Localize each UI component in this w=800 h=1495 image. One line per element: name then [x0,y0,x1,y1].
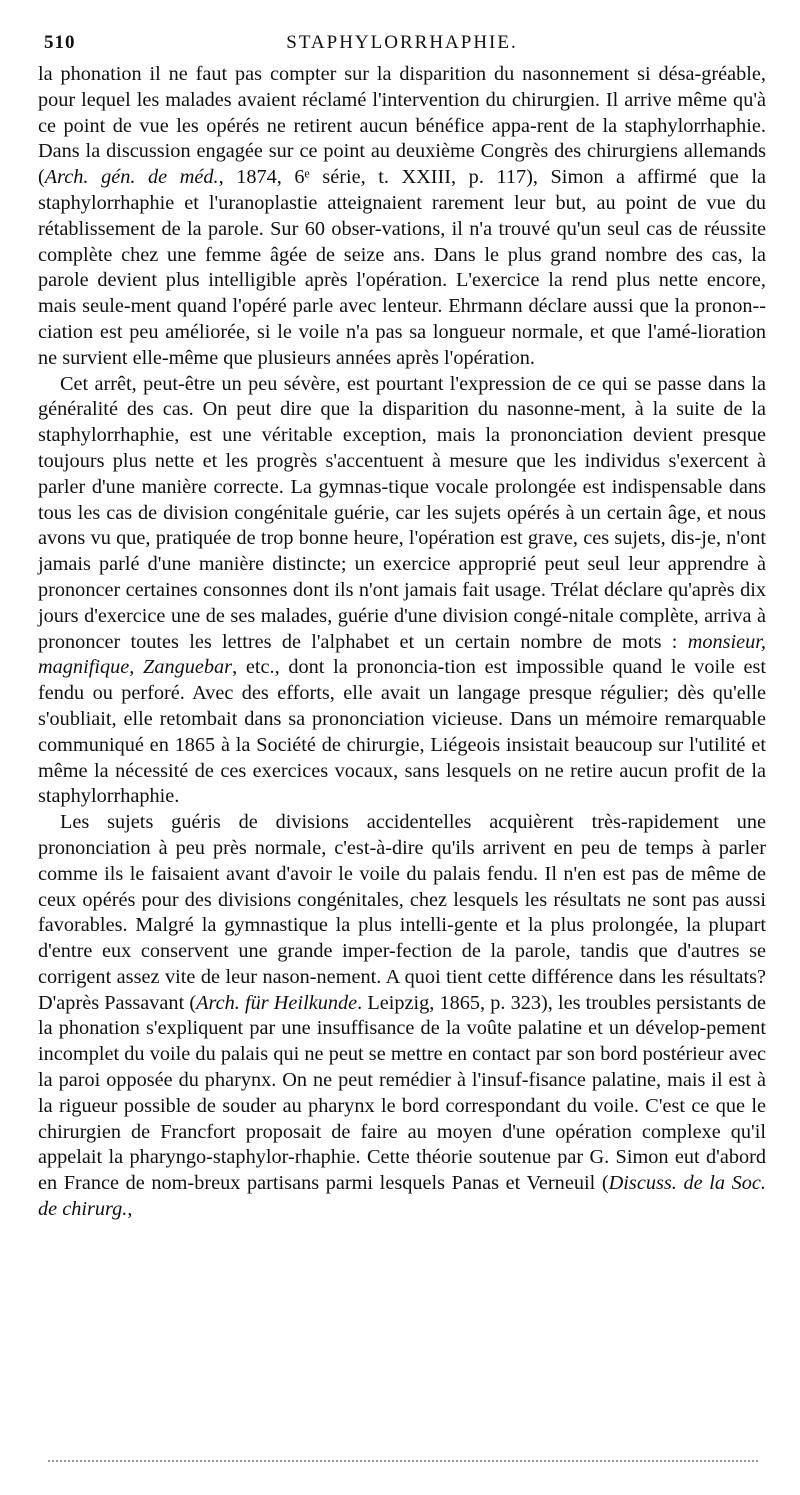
page-header [38,28,766,62]
paragraph [38,372,766,811]
text-run: , etc., dont la prononcia-tion est impossible quand le voile est fendu ou perforé. Avec des efforts, elle avait un langage presque régulier; dès qu'elle s'oubliait, elle retombait dans sa prononciation vicieuse. Dans un mémoire remarquable communiqué en 1865 à la Société de chirurgie, Liégeois insistait beaucoup sur l'utilité et même la nécessité de ces exercices vocaux, sans lesquels on ne retire aucun profit de la staphylorrhaphie. [38,656,766,808]
footer-rule [48,1460,758,1462]
text-run: la phonation il ne faut pas compter sur la disparition du nasonnement si désa-gréable, pour lequel les malades avaient réclamé l'intervention du chirurgien. Il arrive même qu'à ce point de vue les opérés ne retirent aucun bénéfice appa-rent de la staphylorrhaphie. Dans la discussion engagée sur ce point au deuxième Congrès des chirurgiens allemands ( [38,63,766,189]
page-number: 510 [44,32,76,53]
text-run: , 1874, 6ᵉ série, t. XXIII, p. 117), Simon a affirmé que la staphylorrhaphie et l'uranoplastie atteignaient rarement leur but, au point de vue du rétablissement de la parole. Sur 60 obser-vations, il n'a trouvé qu'un seul cas de réussite complète chez une femme âgée de seize ans. Dans le plus grand nombre des cas, la parole devient plus intelligible après l'opération. L'exercice la rend plus nette encore, mais seule-ment quand l'opéré parle avec lenteur. Ehrmann déclare aussi que la pronon-ciation est peu améliorée, si le voile n'a pas sa longueur normale, et que l'amé-lioration ne survient elle-même que plusieurs années après l'opération. [38,166,766,369]
page [38,28,766,1223]
text-run: Les sujets guéris de divisions accidentelles acquièrent très-rapidement une prononciation à peu près normale, c'est-à-dire qu'ils arrivent en peu de temps à parler comme ils le faisaient avant d'avoir le voile du palais fendu. Il n'en est pas de même de ceux opérés pour des divisions congénitales, chez lesquels les résultats ne sont pas aussi favorables. Malgré la gymnastique la plus intelli-gente et la plus prolongée, la plupart d'entre eux conservent une grande imper-fection de la parole, tandis que d'autres se corrigent assez vite de leur nason-nement. A quoi tient cette différence dans les résultats? D'après Passavant ( [38,811,766,1014]
paragraph [38,810,766,1223]
text-run: . Leipzig, 1865, p. 323), les troubles persistants de la phonation s'expliquent par une insuffisance de la voûte palatine et un dévelop-pement incomplet du voile du palais qui ne peut se mettre en contact par son bord postérieur avec la paroi opposée du pharynx. On ne peut remédier à l'insuf-fisance palatine, mais il est à la rigueur possible de souder au pharynx le bord correspondant du voile. C'est ce que le chirurgien de Francfort proposait de faire au moyen d'une opération complexe qu'il appelait la pharyngo-staphylor-rhaphie. Cette théorie soutenue par G. Simon eut d'abord en France de nom-breux partisans parmi lesquels Panas et Verneuil ( [38,991,766,1195]
paragraph [38,62,766,372]
italic-citation: Discuss. de la Soc. de chirurg. [38,1172,767,1221]
italic-citation: monsieur, magnifique, Zanguebar [38,630,766,679]
italic-citation: Arch. gén. de méd. [44,166,219,189]
italic-citation: Arch. für Heilkunde [196,991,358,1014]
body-text [38,62,766,1223]
text-run: Cet arrêt, peut-être un peu sévère, est pourtant l'expression de ce qui se passe dans la généralité des cas. On peut dire que la disparition du nasonne-ment, à la suite de la staphylorrhaphie, est une véritable exception, mais la prononciation devient presque toujours plus nette et les progrès s'accentuent à mesure que les individus s'exercent à parler d'une manière correcte. La gymnas-tique vocale prolongée est indispensable dans tous les cas de division congénitale guérie, car les sujets opérés à un certain âge, et nous avons vu que, pratiquée de trop bonne heure, l'opération est grave, ces sujets, dis-je, n'ont jamais parlé d'une manière distincte; un exercice approprié peut seul leur apprendre à prononcer certaines consonnes dont ils n'ont jamais fait usage. Trélat déclare qu'après dix jours d'exercice une de ses malades, guérie d'une division congé-nitale complète, arriva à prononcer toutes les lettres de l'alphabet et un certain nombre de mots : [38,372,766,653]
running-title: STAPHYLORRHAPHIE. [286,32,518,53]
text-run: , [127,1198,133,1221]
